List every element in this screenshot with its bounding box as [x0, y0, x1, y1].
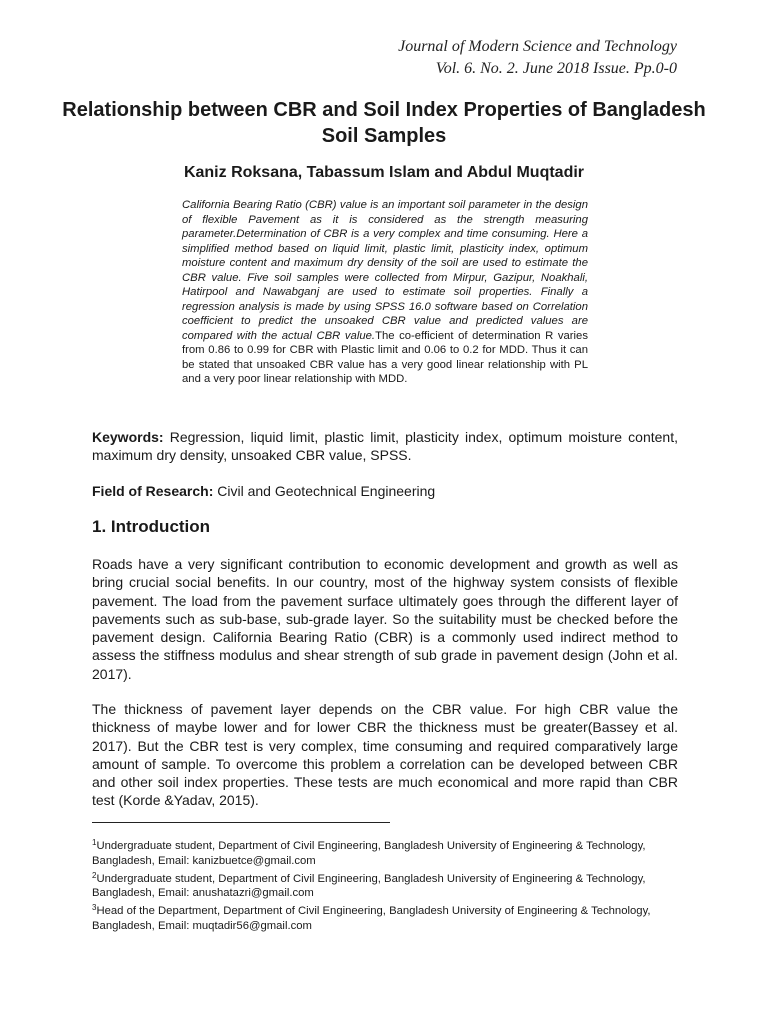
intro-paragraph-1: Roads have a very significant contribution to economic development and growth as well as bring crucial social benefits. In our country, most of the highway system consists of flexible pavement. The load from the pavement surface ultimately goes through the different layer of pavements such as sub-base, sub-grade layer. So the suitability must be checked before the pavement design. California Bearing Ratio (CBR) is a commonly used indirect method to assess the stiffness modulus and shear strength of sub grade in pavement design (John et al. 2017). — [92, 556, 678, 682]
footnotes — [92, 836, 678, 934]
footnote-2 — [92, 869, 678, 902]
abstract-regular-text: The co-efficient of determination R varies from 0.86 to 0.99 for CBR with Plastic limit and 0.06 to 0.2 for MDD. Thus it can be stated that unsoaked CBR value has a very good linear relationship with PL and a very poor linear relationship with MDD. — [182, 329, 588, 385]
footnote-1 — [92, 836, 678, 869]
footnote-mark: 3 — [92, 903, 97, 913]
footnote-mark: 1 — [92, 838, 97, 847]
field-of-research — [92, 482, 678, 500]
field-text: Civil and Geotechnical Engineering — [213, 483, 436, 499]
footnote-3 — [92, 901, 678, 934]
author-list: Kaniz Roksana, Tabassum Islam and Abdul Muqtadir — [183, 164, 585, 181]
field-label: Field of Research: — [92, 483, 214, 499]
keywords-text: Regression, liquid limit, plastic limit, plasticity index, optimum moisture content, maximum dry density, unsoaked CBR value, SPSS. — [92, 429, 678, 463]
footnote-text: Undergraduate student, Department of Civil Engineering, Bangladesh University of Engineering & Technology, Bangladesh, Email: anushatazri@gmail.com — [92, 872, 646, 900]
footnote-text: Undergraduate student, Department of Civil Engineering, Bangladesh University of Engineering & Technology, Bangladesh, Email: kanizbuetce@gmail.com — [92, 840, 646, 867]
intro-paragraph-2: The thickness of pavement layer depends on the CBR value. For high CBR value the thickness of maybe lower and for lower CBR the thickness must be greater(Bassey et al. 2017). But the CBR test is very complex, time consuming and required comparatively large amount of sample. To overcome this problem a correlation can be developed between CBR and other soil index properties. These tests are much economical and more rapid than CBR test (Korde &Yadav, 2015). — [92, 701, 678, 809]
keywords — [92, 428, 678, 464]
footnote-text: Head of the Department, Department of Civil Engineering, Bangladesh University of Engineering & Technology, Bangladesh, Email: muqtadir56@gmail.com — [92, 905, 651, 932]
journal-name: Journal of Modern Science and Technology — [398, 38, 677, 55]
section-heading-introduction: 1. Introduction — [92, 517, 211, 536]
paper-title: Relationship between CBR and Soil Index Properties of Bangladesh Soil Samples — [62, 99, 706, 147]
abstract-italic-text: California Bearing Ratio (CBR) value is an important soil parameter in the design of flexible Pavement as it is considered as the strength measuring parameter.Determination of CBR is a very complex and time consuming. Here a simplified method based on liquid limit, plastic limit, plasticity index, optimum moisture content and maximum dry density of the soil are used to estimate the CBR value. Five soil samples were collected from Mirpur, Gazipur, Noakhali, Hatirpool and Nawabganj are used to estimate soil properties. Finally a regression analysis is made by using SPSS 16.0 software based on Correlation coefficient to predict the unsoaked CBR value and predicted values are compared with the actual CBR value. — [182, 199, 588, 342]
abstract — [182, 198, 588, 387]
footnote-divider — [92, 822, 390, 823]
keywords-label: Keywords: — [92, 429, 164, 445]
journal-header — [398, 36, 677, 80]
footnote-mark: 2 — [92, 870, 97, 880]
journal-issue: Vol. 6. No. 2. June 2018 Issue. Pp.0-0 — [435, 60, 677, 77]
